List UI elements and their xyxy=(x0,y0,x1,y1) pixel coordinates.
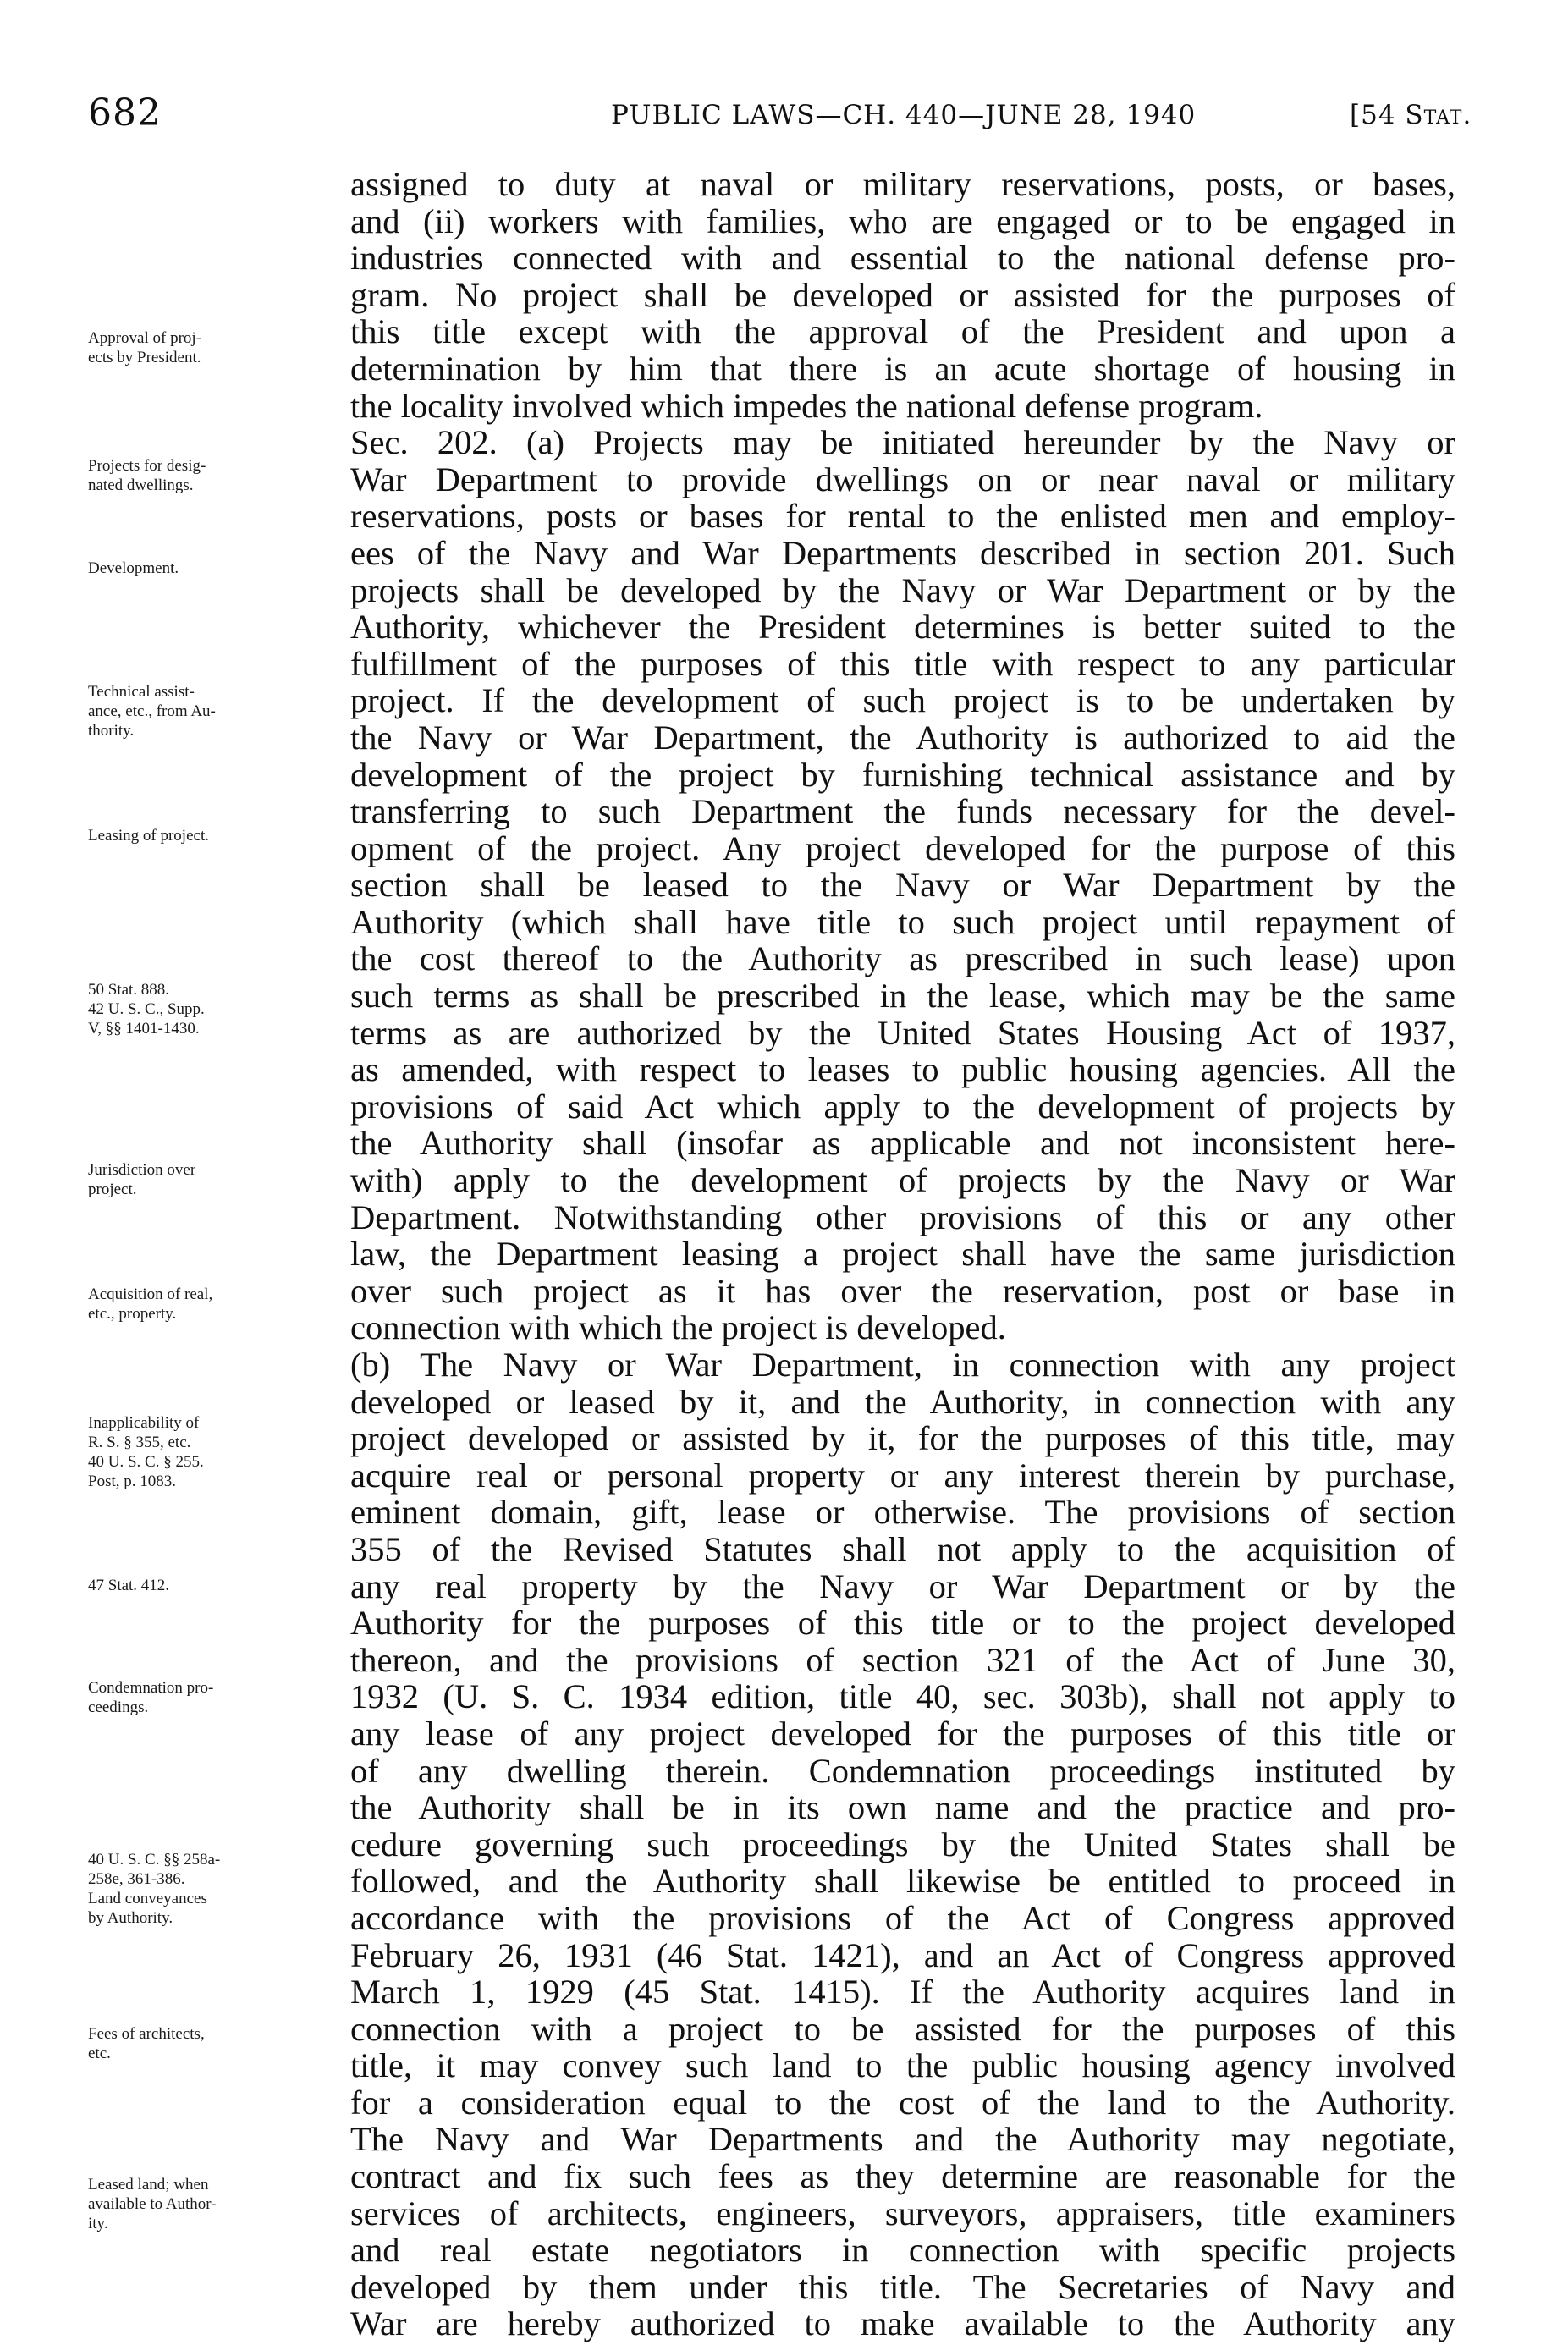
body-line: contract and fix such fees as they determine are reasonable for the xyxy=(350,2157,1455,2196)
body-line: provisions of said Act which apply to the development of projects by xyxy=(350,1087,1455,1126)
margin-note-line: etc., property. xyxy=(88,1305,177,1323)
margin-note xyxy=(88,1678,333,1717)
body-line: the Authority shall be in its own name and the practice and pro- xyxy=(350,1788,1455,1827)
body-line: transferring to such Department the funds necessary for the devel- xyxy=(350,792,1455,831)
margin-note xyxy=(88,1160,333,1199)
body-line: such terms as shall be prescribed in the lease, which may be the same xyxy=(350,977,1455,1016)
margin-note xyxy=(88,1850,333,1928)
margin-note xyxy=(88,1285,333,1324)
running-head: PUBLIC LAWS—CH. 440—JUNE 28, 1940 xyxy=(611,100,1197,130)
body-line: February 26, 1931 (46 Stat. 1421), and an Act of Congress approved xyxy=(350,1935,1455,1974)
body-line: followed, and the Authority shall likewise be entitled to proceed in xyxy=(350,1862,1455,1901)
margin-note xyxy=(88,826,333,845)
body-line: and (ii) workers with families, who are engaged or to be engaged in xyxy=(350,201,1455,240)
margin-note-line: thority. xyxy=(88,722,135,740)
body-line: March 1, 1929 (45 Stat. 1415). If the Authority acquires land in xyxy=(350,1973,1455,2012)
body-line: determination by him that there is an acute shortage of housing in xyxy=(350,349,1455,388)
body-line: over such project as it has over the reservation, post or base in xyxy=(350,1271,1455,1310)
body-line: projects shall be developed by the Navy or War Department or by the xyxy=(350,570,1455,609)
margin-note xyxy=(88,456,333,495)
body-line: connection with a project to be assisted for the purposes of this xyxy=(350,2009,1455,2048)
body-line: the Navy or War Department, the Authority is authorized to aid the xyxy=(350,718,1455,757)
margin-note-line: ance, etc., from Au- xyxy=(88,702,216,720)
margin-note xyxy=(88,1413,333,1491)
margin-note-line: 47 Stat. 412. xyxy=(88,1577,170,1594)
body-line: project developed or assisted by it, for the purposes of this title, may xyxy=(350,1419,1455,1458)
page-number: 682 xyxy=(88,91,162,135)
body-line: the cost thereof to the Authority as prescribed in such lease) upon xyxy=(350,939,1455,978)
body-line: title, it may convey such land to the public housing agency involved xyxy=(350,2046,1455,2085)
margin-note-line: by Authority. xyxy=(88,1909,173,1927)
body-line: War Department to provide dwellings on or near naval or military xyxy=(350,460,1455,498)
volume-reference xyxy=(1350,100,1472,130)
margin-note-line: available to Author- xyxy=(88,2195,217,2213)
margin-note-line: 50 Stat. 888. xyxy=(88,981,170,999)
margin-note-line: Development. xyxy=(88,559,179,577)
body-line: fulfillment of the purposes of this title with respect to any particular xyxy=(350,644,1455,683)
body-line: Authority (which shall have title to such project until repayment of xyxy=(350,902,1455,941)
body-line: (b) The Navy or War Department, in connection with any project xyxy=(350,1346,1455,1384)
body-line: thereon, and the provisions of section 321 of the Act of June 30, xyxy=(350,1640,1455,1679)
margin-note xyxy=(88,559,333,578)
margin-note-line: Acquisition of real, xyxy=(88,1285,213,1303)
margin-note-line: Jurisdiction over xyxy=(88,1161,196,1179)
body-line: project. If the development of such project is to be undertaken by xyxy=(350,681,1455,720)
body-line: services of architects, engineers, surveyors, appraisers, title examiners xyxy=(350,2194,1455,2232)
body-line: development of the project by furnishing technical assistance and by xyxy=(350,755,1455,794)
margin-note-line: ceedings. xyxy=(88,1698,149,1716)
margin-note-line: ects by President. xyxy=(88,349,201,366)
margin-note-line: Post, p. 1083. xyxy=(88,1473,176,1490)
body-line: 1932 (U. S. C. 1934 edition, title 40, sec. 303b), shall not apply to xyxy=(350,1677,1455,1716)
body-line: accordance with the provisions of the Act of Congress approved xyxy=(350,1898,1455,1937)
margin-note-line: Approval of proj- xyxy=(88,329,202,347)
margin-note-line: Land conveyances xyxy=(88,1890,207,1907)
body-line: connection with which the project is developed. xyxy=(350,1308,1006,1347)
margin-note-line: etc. xyxy=(88,2045,111,2062)
margin-note-line: R. S. § 355, etc. xyxy=(88,1434,191,1451)
body-line: developed or leased by it, and the Authority, in connection with any xyxy=(350,1382,1455,1421)
body-text xyxy=(350,166,1455,2342)
body-line: any real property by the Navy or War Department or by the xyxy=(350,1566,1455,1605)
volume-prefix: [54 xyxy=(1350,100,1406,130)
margin-note-line: Leased land; when xyxy=(88,2176,209,2194)
body-line: Authority for the purposes of this title or to the project developed xyxy=(350,1604,1455,1643)
body-line: Authority, whichever the President determines is better suited to the xyxy=(350,608,1455,647)
body-line: for a consideration equal to the cost of the land to the Authority. xyxy=(350,2083,1455,2122)
margin-note xyxy=(88,1576,333,1595)
body-line: 355 of the Revised Statutes shall not apply to the acquisition of xyxy=(350,1529,1455,1568)
margin-note-line: Technical assist- xyxy=(88,683,195,701)
margin-note-line: 40 U. S. C. § 255. xyxy=(88,1453,204,1471)
body-line: War are hereby authorized to make available to the Authority any xyxy=(350,2304,1455,2343)
volume-stat: Stat. xyxy=(1405,100,1472,130)
body-line: the Authority shall (insofar as applicable and not inconsistent here- xyxy=(350,1124,1455,1163)
margin-note xyxy=(88,682,333,740)
margin-note-line: Fees of architects, xyxy=(88,2025,205,2043)
margin-note-line: nated dwellings. xyxy=(88,476,194,494)
body-line: Sec. 202. (a) Projects may be initiated hereunder by the Navy or xyxy=(350,423,1455,462)
body-line: any lease of any project developed for the purposes of this title or xyxy=(350,1714,1455,1753)
margin-note-line: Leasing of project. xyxy=(88,827,209,845)
body-line: as amended, with respect to leases to public housing agencies. All the xyxy=(350,1050,1455,1089)
margin-note xyxy=(88,980,333,1038)
margin-note-line: V, §§ 1401-1430. xyxy=(88,1020,200,1038)
body-line: terms as are authorized by the United States Housing Act of 1937, xyxy=(350,1013,1455,1052)
margin-note-line: Projects for desig- xyxy=(88,457,206,475)
body-line: opment of the project. Any project developed for the purpose of this xyxy=(350,828,1455,867)
body-line: ees of the Navy and War Departments described in section 201. Such xyxy=(350,533,1455,572)
body-line: developed by them under this title. The Secretaries of Navy and xyxy=(350,2267,1455,2306)
margin-note xyxy=(88,2024,333,2063)
margin-note-line: 258e, 361-386. xyxy=(88,1870,185,1888)
body-line: industries connected with and essential to the national defense pro- xyxy=(350,239,1455,278)
body-line: this title except with the approval of the President and upon a xyxy=(350,312,1455,351)
body-line: the locality involved which impedes the national defense program. xyxy=(350,386,1263,425)
body-line: assigned to duty at naval or military reservations, posts, or bases, xyxy=(350,165,1455,203)
body-line: law, the Department leasing a project shall have the same jurisdiction xyxy=(350,1235,1455,1274)
body-line: and real estate negotiators in connection with specific projects xyxy=(350,2231,1455,2270)
margin-note-line: project. xyxy=(88,1181,137,1198)
body-line: section shall be leased to the Navy or War Department by the xyxy=(350,866,1455,905)
margin-note xyxy=(88,328,333,367)
body-line: cedure governing such proceedings by the United States shall be xyxy=(350,1825,1455,1863)
body-line: Department. Notwithstanding other provisions of this or any other xyxy=(350,1197,1455,1236)
body-line: The Navy and War Departments and the Authority may negotiate, xyxy=(350,2120,1455,2159)
margin-note-line: 40 U. S. C. §§ 258a- xyxy=(88,1851,221,1869)
body-line: gram. No project shall be developed or assisted for the purposes of xyxy=(350,275,1455,314)
margin-note-line: Inapplicability of xyxy=(88,1414,200,1432)
body-line: acquire real or personal property or any interest therein by purchase, xyxy=(350,1456,1455,1495)
margin-note-line: 42 U. S. C., Supp. xyxy=(88,1000,205,1018)
body-line: of any dwelling therein. Condemnation proceedings instituted by xyxy=(350,1751,1455,1790)
body-line: reservations, posts or bases for rental to the enlisted men and employ- xyxy=(350,497,1455,536)
margin-note-line: ity. xyxy=(88,2215,108,2232)
body-line: eminent domain, gift, lease or otherwise. The provisions of section xyxy=(350,1493,1455,1532)
margin-note xyxy=(88,2175,333,2233)
margin-notes xyxy=(0,0,338,2345)
margin-note-line: Condemnation pro- xyxy=(88,1679,214,1697)
body-line: with) apply to the development of projects by the Navy or War xyxy=(350,1161,1455,1200)
